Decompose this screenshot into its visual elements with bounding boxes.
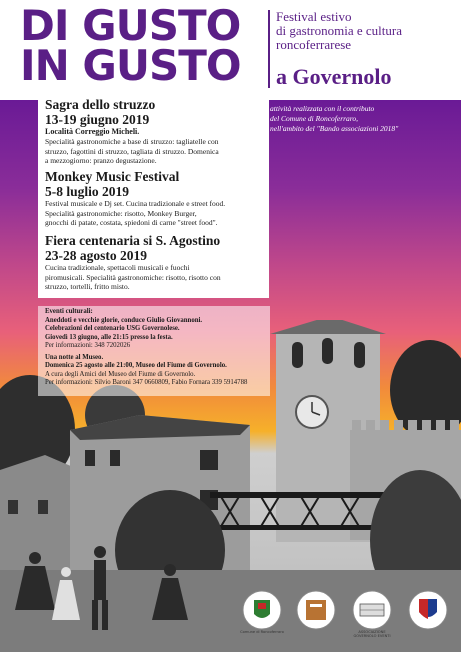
desc-line: struzzo, fagottini di struzzo, tagliata di struzzo. Domenica (45, 146, 219, 156)
museum-logo (292, 590, 340, 640)
cultural-line-1: Aneddoti e vecchie glorie, conduce Giulio Giovannoni. (45, 316, 203, 324)
festival-line-3: roncoferrarese (276, 37, 352, 52)
event-monkey-music (45, 170, 267, 228)
event-description (45, 263, 267, 292)
header-area (0, 0, 461, 100)
title-line-2: IN GUSTO (20, 41, 241, 90)
event-location: Località Correggio Micheli. (45, 127, 140, 136)
cultural-line-4: Per informazioni: 348 7202026 (45, 342, 131, 349)
cultural-line-2: Celebrazioni del centenario USG Governolese. (45, 325, 180, 332)
desc-line: struzzo, tortelli, fritto misto. (45, 282, 130, 291)
cultural-line-3: Giovedì 13 giugno, alle 21:15 presso la festa. (45, 333, 173, 341)
association-logo-caption: ASSOCIAZIONE GOVERNOLO EVENTI (353, 630, 391, 638)
credits-line-3: nell'ambito del "Bando associazioni 2018" (270, 124, 399, 133)
event-dates: 23-28 agosto 2019 (45, 248, 147, 263)
desc-line: Specialità gastronomiche: risotto, Monkey Burger, (45, 208, 197, 218)
header-divider (268, 10, 270, 88)
association-logo (348, 590, 396, 640)
comune-logo-caption: Comune di Roncoferraro (240, 630, 284, 634)
desc-line: Festival musicale e Dj set. Cucina tradizionale e street food. (45, 199, 226, 208)
event-title: Monkey Music Festival (45, 169, 180, 184)
desc-line: Cucina tradizionale, spettacoli musicali e fuochi (45, 263, 190, 272)
events-panel (38, 94, 269, 298)
event-title: Sagra dello struzzo (45, 97, 156, 112)
desc-line: piromusicali. Specialità gastronomiche: risotto, risotto con (45, 272, 221, 282)
festival-line-2: di gastronomia e cultura (276, 23, 402, 38)
cultural-events-panel (38, 306, 270, 396)
event-title: Fiera centenaria si S. Agostino (45, 233, 221, 248)
credits-note (270, 104, 455, 134)
festival-place: a Governolo (276, 64, 392, 89)
event-dates: 5-8 luglio 2019 (45, 184, 130, 199)
event-fiera (45, 234, 267, 292)
event-description (45, 199, 267, 228)
sponsor-logos (230, 590, 461, 648)
festival-subtitle (276, 10, 456, 52)
credits-line-2: del Comune di Roncoferraro, (270, 114, 359, 123)
cultural-heading: Eventi culturali: (45, 308, 93, 315)
event-dates: 13-19 giugno 2019 (45, 112, 150, 127)
desc-line: Specialità gastronomiche a base di struzzo: tagliatelle con (45, 137, 219, 146)
desc-line: a mezzogiorno: pranzo degustazione. (45, 156, 157, 165)
museum-heading: Una notte al Museo. (45, 353, 104, 361)
museum-line-2: A cura degli Amici del Museo del Fiume di Governolo. (45, 370, 196, 378)
event-description (45, 137, 267, 166)
event-sagra (45, 98, 267, 166)
usg-logo (404, 590, 452, 640)
desc-line: gnocchi di patate, costata, spiedoni di carne "street food". (45, 218, 218, 227)
festival-line-1: Festival estivo (276, 9, 352, 24)
museum-line-3: Per informazioni: Silvio Baroni 347 0660809, Fabio Fornara 339 5914788 (45, 379, 248, 386)
title-line-1: DI GUSTO (20, 1, 241, 50)
museum-line-1: Domenica 25 agosto alle 21:00, Museo del Fiume di Governolo. (45, 362, 227, 369)
credits-line-1: attività realizzata con il contributo (270, 104, 375, 113)
poster-title (20, 1, 260, 90)
comune-logo (238, 590, 286, 640)
